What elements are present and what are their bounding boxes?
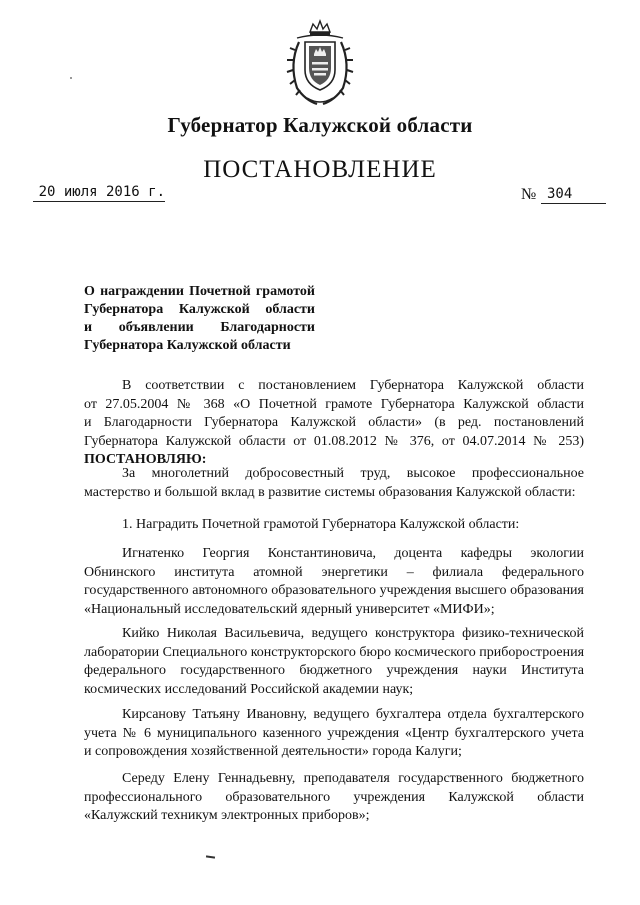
item-1-paragraph <box>84 516 584 535</box>
reason-line: мастерство и большой вклад в развитие системы образования Калужской области: <box>84 484 576 500</box>
issuing-authority: Губернатор Калужской области <box>167 113 473 137</box>
awardee-line: Обнинского института атомной энергетики – филиала федерального <box>84 564 584 580</box>
scan-mark <box>206 855 215 858</box>
subject-line: и объявлении Благодарности <box>84 320 315 335</box>
preamble-line: Губернатора Калужской области от 01.08.2012 № 376, от 04.07.2014 № 253) <box>84 433 584 449</box>
awardee-paragraph <box>84 545 584 619</box>
document-number <box>521 186 606 206</box>
awardee-line: Середу Елену Геннадьевну, преподавателя государственного бюджетного <box>122 771 584 786</box>
awardee-line: государственного автономного образовательного учреждения высшего образования <box>84 583 584 598</box>
preamble-paragraph <box>84 377 584 470</box>
awardee-line: «Калужский техникум электронных приборов»; <box>84 808 370 823</box>
preamble-line: от 27.05.2004 № 368 «О Почетной грамоте Губернатора Калужской области <box>84 396 584 412</box>
awardee-paragraph <box>84 706 584 762</box>
awardee-line: и сопровождения хозяйственной деятельности» города Калуги; <box>84 744 462 759</box>
decree-word: ПОСТАНОВЛЯЮ: <box>84 452 207 467</box>
awardee-line: «Национальный исследовательский ядерный университет «МИФИ»; <box>84 601 495 617</box>
awardee-line: Кийко Николая Васильевича, ведущего конструктора физико-технической <box>122 626 584 641</box>
awardee-line: Кирсанову Татьяну Ивановну, ведущего бухгалтера отдела бухгалтерского <box>122 707 584 722</box>
number-value: 304 <box>541 185 606 204</box>
awardee-line: космических исследований Российской академии наук; <box>84 681 414 697</box>
subject-line: Губернатора Калужской области <box>84 302 315 317</box>
preamble-line: В соответствии с постановлением Губернатора Калужской области <box>122 378 584 393</box>
awardee-paragraph <box>84 770 584 826</box>
awardee-paragraph <box>84 625 584 699</box>
coat-of-arms-emblem <box>283 18 357 108</box>
scan-speck <box>70 77 72 79</box>
awardee-line: профессионального образовательного учреждения Калужской области <box>84 789 584 805</box>
subject-line: Губернатора Калужской области <box>84 338 291 353</box>
reason-line: За многолетний добросовестный труд, высокое профессиональное <box>122 466 584 481</box>
awardee-line: лаборатории Специального конструкторского бюро космического приборостроения <box>84 644 585 660</box>
item-1-text: 1. Наградить Почетной грамотой Губернатора Калужской области: <box>122 517 520 532</box>
preamble-line: и Благодарности Губернатора Калужской области» (в ред. постановлений <box>84 415 584 430</box>
reason-paragraph <box>84 465 584 502</box>
subject-line: О награждении Почетной грамотой <box>84 284 315 299</box>
document-date: 20 июля 2016 г. <box>33 183 165 202</box>
awardee-line: федерального государственного бюджетного учреждения науки Института <box>84 663 584 678</box>
document-type-title: ПОСТАНОВЛЕНИЕ <box>203 156 437 183</box>
number-sign: № <box>521 186 537 203</box>
awardee-line: Игнатенко Георгия Константиновича, доцента кафедры экологии <box>122 546 584 561</box>
document-subject <box>84 283 315 355</box>
awardee-line: учета № 6 муниципального казенного учреждения «Центр бухгалтерского учета <box>84 725 584 741</box>
